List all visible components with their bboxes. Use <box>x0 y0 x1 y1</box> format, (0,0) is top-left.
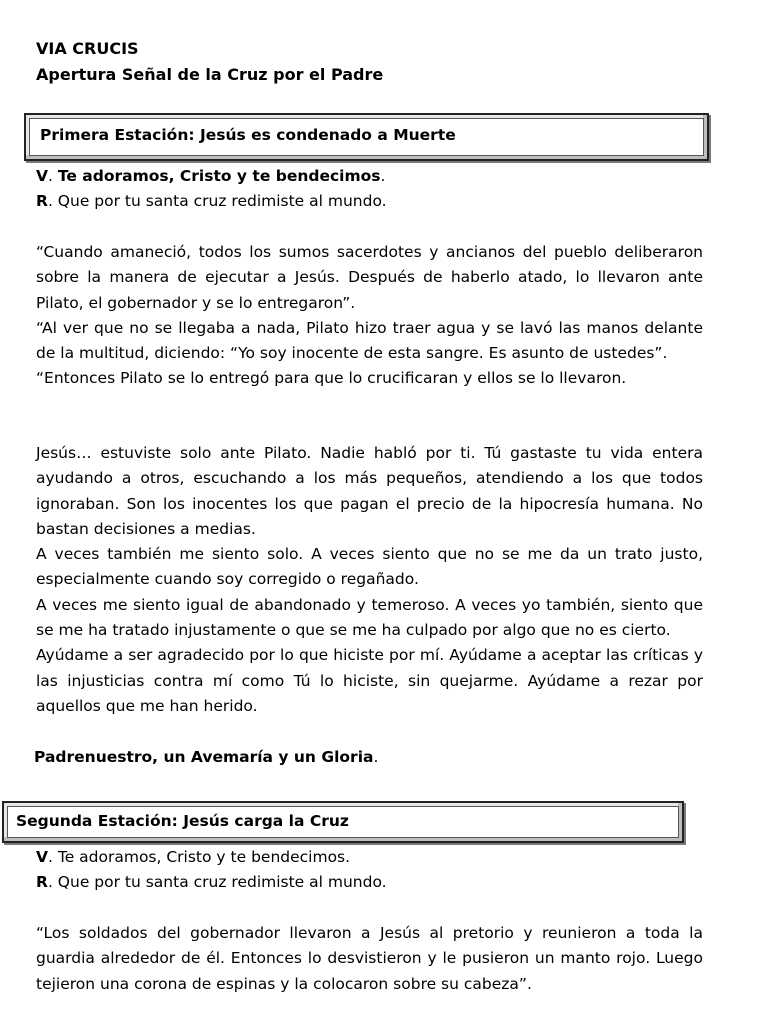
reflection-paragraph: A veces también me siento solo. A veces siento que no se me da un trato justo, especialmente cuando soy corregido o regañado. <box>36 545 703 589</box>
document-title: VIA CRUCIS <box>36 39 139 58</box>
prayer-text: Padrenuestro, un Avemaría y un Gloria <box>34 748 374 766</box>
versicle-letter: V <box>36 167 48 185</box>
document-subtitle: Apertura Señal de la Cruz por el Padre <box>36 65 384 84</box>
reflection-paragraph: Ayúdame a ser agradecido por lo que hiciste por mí. Ayúdame a aceptar las críticas y las injusticias contra mí como Tú lo hiciste, sin quejarme. Ayúdame a rezar por aquellos que me han herido. <box>36 646 703 715</box>
station1-prayer: Padrenuestro, un Avemaría y un Gloria. <box>34 748 379 766</box>
station1-reflection <box>36 441 703 719</box>
reading-paragraph: “Cuando amaneció, todos los sumos sacerdotes y ancianos del pueblo deliberaron sobre la manera de ejecutar a Jesús. Después de haberlo atado, lo llevaron ante Pilato, el gobernador y se lo entregaron”. <box>36 243 703 312</box>
reading-paragraph: “Al ver que no se llegaba a nada, Pilato hizo traer agua y se lavó las manos delante de la multitud, diciendo: “Yo soy inocente de esta sangre. Es asunto de ustedes”. <box>36 318 703 363</box>
response-text: Que por tu santa cruz redimiste al mundo. <box>57 192 387 210</box>
versicle-letter: V <box>36 848 48 866</box>
response-letter: R <box>36 192 48 210</box>
station2-versicle: V. Te adoramos, Cristo y te bendecimos. <box>36 848 351 866</box>
versicle-text: Te adoramos, Cristo y te bendecimos. <box>57 848 351 866</box>
station1-response: R. Que por tu santa cruz redimiste al mundo. <box>36 192 387 210</box>
response-letter: R <box>36 873 48 891</box>
station1-versicle: V. Te adoramos, Cristo y te bendecimos. <box>36 167 386 185</box>
reflection-paragraph: Jesús… estuviste solo ante Pilato. Nadie habló por ti. Tú gastaste tu vida entera ayudando a otros, escuchando a los más pequeños, atendiendo a los que todos ignoraban. Son los inocentes los que pagan el precio de la hipocresía humana. No bastan decisiones a medias. <box>36 444 703 538</box>
station1-title: Primera Estación: Jesús es condenado a Muerte <box>40 126 456 144</box>
station1-reading <box>36 240 703 392</box>
response-text: Que por tu santa cruz redimiste al mundo. <box>57 873 387 891</box>
versicle-text: Te adoramos, Cristo y te bendecimos <box>57 167 381 185</box>
station2-response: R. Que por tu santa cruz redimiste al mundo. <box>36 873 387 891</box>
reading-paragraph: “Entonces Pilato se lo entregó para que lo crucificaran y ellos se lo llevaron. <box>36 369 627 388</box>
station2-title: Segunda Estación: Jesús carga la Cruz <box>16 812 349 830</box>
station2-reading <box>36 921 703 997</box>
reading-paragraph: “Los soldados del gobernador llevaron a Jesús al pretorio y reunieron a toda la guardia alrededor de él. Entonces lo desvistieron y le pusieron un manto rojo. Luego tejieron una corona de espinas y la colocaron sobre su cabeza”. <box>36 924 703 993</box>
reflection-paragraph: A veces me siento igual de abandonado y temeroso. A veces yo también, siento que se me ha tratado injustamente o que se me ha culpado por algo que no es cierto. <box>36 595 703 640</box>
